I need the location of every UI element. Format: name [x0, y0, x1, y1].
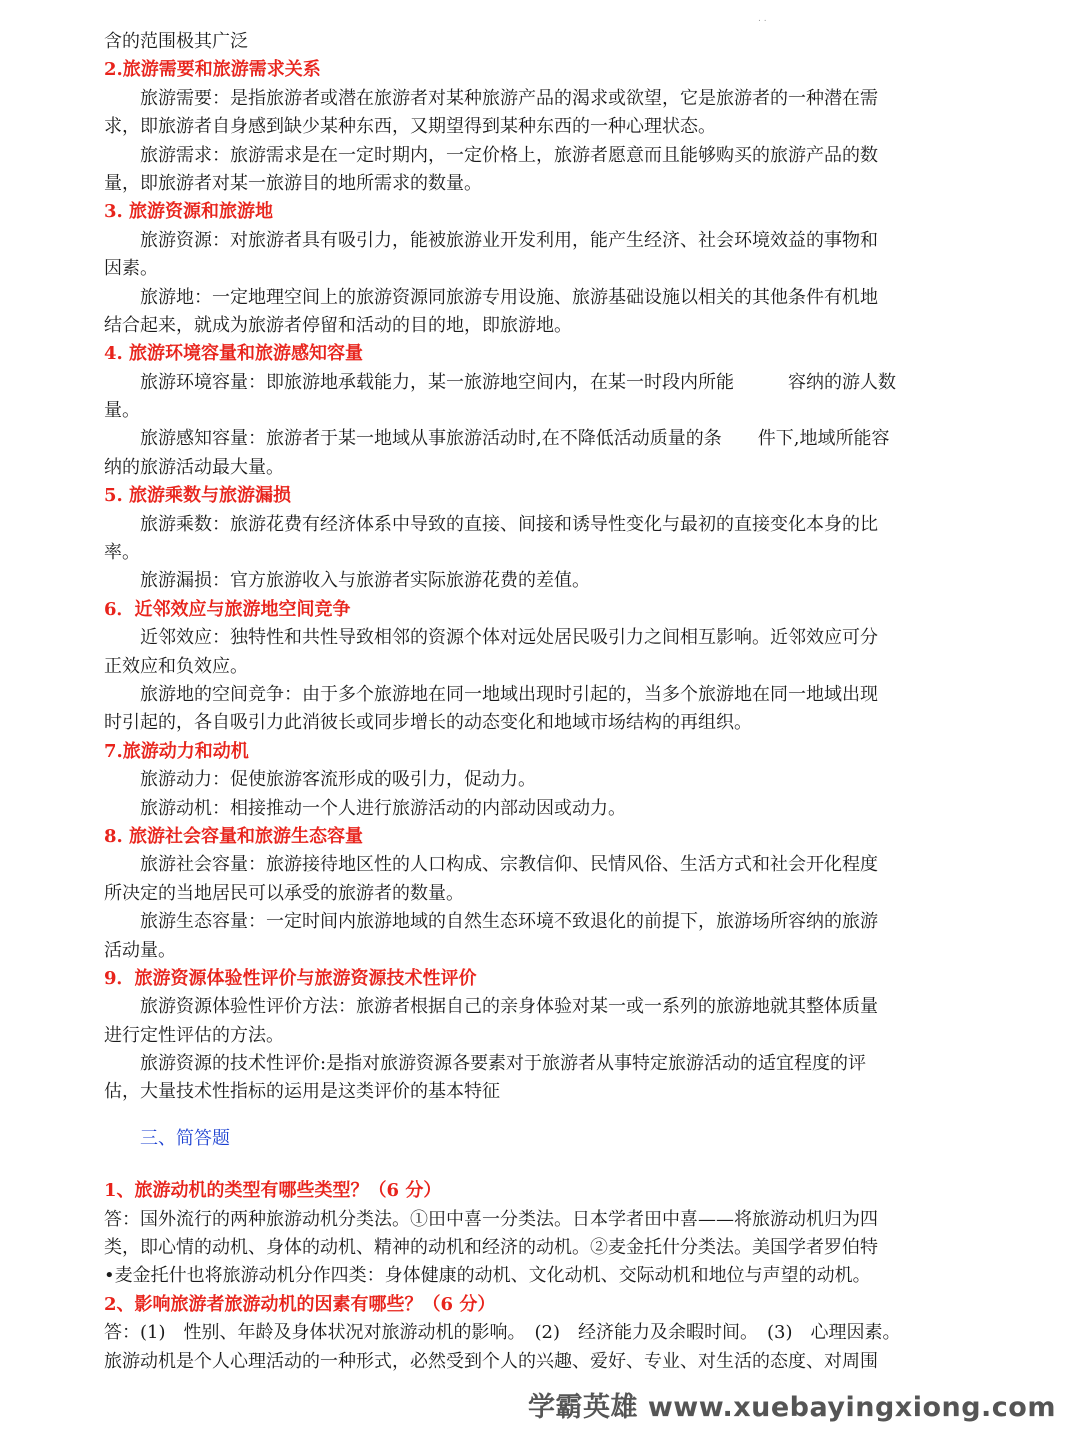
body-line: 答：国外流行的两种旅游动机分类法。①田中喜一分类法。日本学者田中喜——将旅游动机归为四: [104, 1208, 878, 1230]
paragraph-line: 旅游需求：旅游需求是在一定时期内，一定价格上，旅游者愿意而且能够购买的旅游产品的数: [140, 144, 878, 166]
body-line: 所决定的当地居民可以承受的旅游者的数量。: [104, 882, 464, 904]
section-heading: 7.旅游动力和动机: [104, 740, 249, 762]
watermark: 学霸英雄 www.xuebayingxiong.com: [527, 1392, 1056, 1423]
body-line: 结合起来，就成为旅游者停留和活动的目的地，即旅游地。: [104, 314, 572, 336]
body-line: 率。: [104, 542, 140, 564]
body-line: 类，即心情的动机、身体的动机、精神的动机和经济的动机。②麦金托什分类法。美国学者罗伯特: [104, 1237, 878, 1259]
body-line: 活动量。: [104, 939, 176, 961]
paragraph-line: 旅游乘数：旅游花费有经济体系中导致的直接、间接和诱导性变化与最初的直接变化本身的比: [140, 513, 878, 535]
body-line: 进行定性评估的方法。: [104, 1024, 284, 1046]
body-line: 纳的旅游活动最大量。: [104, 456, 284, 478]
document-page: [104, 28, 984, 1376]
body-line: 含的范围极其广泛: [104, 31, 248, 52]
body-line: 正效应和负效应。: [104, 655, 248, 677]
body-line: 量。: [104, 400, 140, 422]
section-heading: 2、影响旅游者旅游动机的因素有哪些？（6 分）: [104, 1293, 496, 1315]
paragraph-line: 旅游感知容量：旅游者于某一地域从事旅游活动时,在不降低活动质量的条 件下,地域所能容: [140, 428, 890, 450]
section-heading: 4. 旅游环境容量和旅游感知容量: [104, 343, 364, 365]
paragraph-line: 旅游地的空间竞争：由于多个旅游地在同一地域出现时引起的，当多个旅游地在同一地域出现: [140, 683, 878, 705]
paragraph-line: 旅游环境容量：即旅游地承载能力，某一旅游地空间内，在某一时段内所能 容纳的游人数: [140, 371, 896, 393]
body-line: 量，即旅游者对某一旅游目的地所需求的数量。: [104, 172, 482, 194]
section-heading: 8. 旅游社会容量和旅游生态容量: [104, 825, 364, 847]
paragraph-line: 旅游生态容量：一定时间内旅游地域的自然生态环境不致退化的前提下，旅游场所容纳的旅游: [140, 911, 878, 933]
top-dots: . .: [758, 14, 767, 24]
body-line: 时引起的，各自吸引力此消彼长或同步增长的动态变化和地域市场结构的再组织。: [104, 712, 752, 734]
body-line: •麦金托什也将旅游动机分作四类：身体健康的动机、文化动机、交际动机和地位与声望的动机。: [104, 1265, 871, 1287]
section-heading: 9．旅游资源体验性评价与旅游资源技术性评价: [104, 967, 477, 989]
paragraph-line: 旅游漏损：官方旅游收入与旅游者实际旅游花费的差值。: [140, 570, 590, 592]
section-heading: 2.旅游需要和旅游需求关系: [104, 59, 321, 81]
body-line: 求，即旅游者自身感到缺少某种东西，又期望得到某种东西的一种心理状态。: [104, 116, 716, 138]
body-line: 估，大量技术性指标的运用是这类评价的基本特征: [104, 1081, 500, 1103]
paragraph-line: 旅游动力：促使旅游客流形成的吸引力，促动力。: [140, 769, 536, 791]
paragraph-line: 近邻效应：独特性和共性导致相邻的资源个体对远处居民吸引力之间相互影响。近邻效应可分: [140, 627, 878, 649]
section-heading: 6．近邻效应与旅游地空间竞争: [104, 598, 351, 620]
body-line: 答：(1) 性别、年龄及身体状况对旅游动机的影响。 (2) 经济能力及余暇时间。 (3) 心理因素。: [104, 1322, 901, 1344]
section-heading: 1、旅游动机的类型有哪些类型？（6 分）: [104, 1180, 442, 1202]
section-heading: 3. 旅游资源和旅游地: [104, 201, 274, 223]
body-line: 旅游动机是个人心理活动的一种形式，必然受到个人的兴趣、爱好、专业、对生活的态度、对周围: [104, 1350, 878, 1372]
paragraph-line: 旅游社会容量：旅游接待地区性的人口构成、宗教信仰、民情风俗、生活方式和社会开化程度: [140, 854, 878, 876]
paragraph-line: 旅游地：一定地理空间上的旅游资源同旅游专用设施、旅游基础设施以相关的其他条件有机地: [140, 286, 878, 308]
chapter-heading: 三、简答题: [140, 1127, 230, 1149]
paragraph-line: 旅游动机：相接推动一个人进行旅游活动的内部动因或动力。: [140, 797, 626, 819]
body-line: 因素。: [104, 258, 158, 280]
paragraph-line: 旅游资源的技术性评价:是指对旅游资源各要素对于旅游者从事特定旅游活动的适宜程度的评: [140, 1053, 867, 1075]
paragraph-line: 旅游资源：对旅游者具有吸引力，能被旅游业开发利用，能产生经济、社会环境效益的事物和: [140, 229, 878, 251]
paragraph-line: 旅游需要：是指旅游者或潜在旅游者对某种旅游产品的渴求或欲望，它是旅游者的一种潜在需: [140, 87, 878, 109]
section-heading: 5. 旅游乘数与旅游漏损: [104, 485, 292, 507]
paragraph-line: 旅游资源体验性评价方法：旅游者根据自己的亲身体验对某一或一系列的旅游地就其整体质量: [140, 996, 878, 1018]
